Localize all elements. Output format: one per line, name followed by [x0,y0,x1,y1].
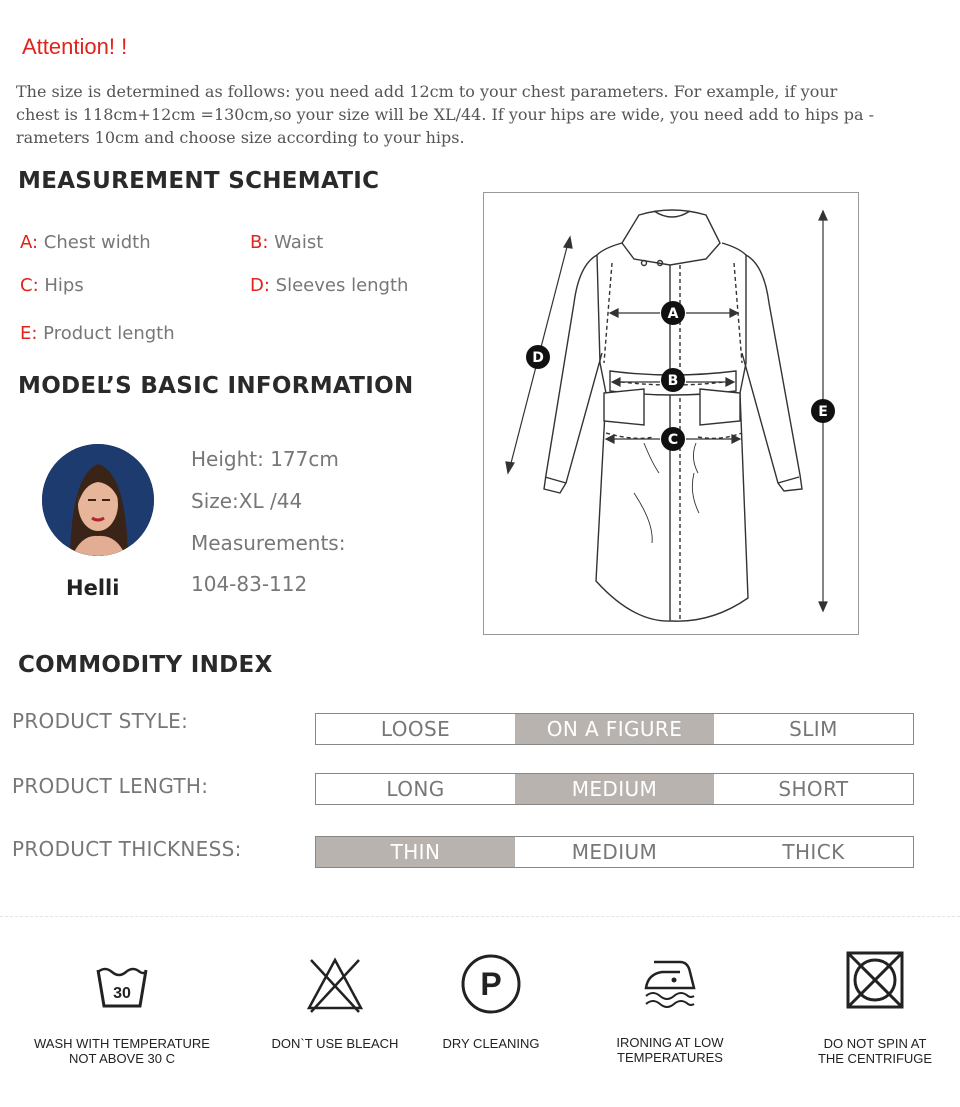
marker-a [661,301,685,325]
marker-e [811,399,835,423]
thickness-option-medium: MEDIUM [571,840,658,864]
product-length-scale [315,773,914,805]
length-option-medium: MEDIUM [515,774,714,804]
style-option-on-figure: ON A FIGURE [515,714,714,744]
length-option-short: SHORT [778,777,849,801]
svg-text:B: B [667,373,679,389]
section-divider [0,916,960,917]
care-spin [800,950,950,1066]
care-wash-line-2: NOT ABOVE 30 C [69,1051,175,1066]
product-thickness-scale [315,836,914,868]
style-option-loose: LOOSE [380,717,451,741]
no-bleach-icon [305,954,365,1016]
model-height: Height: 177cm [191,447,339,471]
care-iron [590,952,750,1065]
size-instructions: The size is determined as follows: you need add 12cm to your chest parameters. For example, if your chest is 118cm+12cm =130cm,so your size will be XL/44. If your hips are wide, you need add to hips pa -rameters 10cm and choose size according to your hips. [16,82,875,147]
care-dryclean-line-1: DRY CLEANING [442,1036,540,1051]
product-thickness-label: PRODUCT THICKNESS: [12,837,242,861]
legend-item-b: B: Waist [250,232,324,253]
style-option-slim: SLIM [789,717,838,741]
legend-item-a: A: Chest width [20,232,151,253]
attention-title: Attention! ! [22,34,128,59]
model-avatar [42,444,154,556]
model-measurements: 104-83-112 [191,572,308,596]
svg-text:E: E [818,404,828,420]
care-iron-line-1: IRONING AT LOW [616,1035,724,1050]
no-tumble-icon [845,950,905,1010]
legend-item-d: D: Sleeves length [250,275,409,296]
marker-b [661,368,685,392]
legend-item-c: C: Hips [20,275,84,296]
care-bleach [255,954,415,1051]
care-dryclean [421,952,561,1051]
model-name: Helli [66,576,120,600]
legend-item-e: E: Product length [20,323,175,344]
care-bleach-line-1: DON`T USE BLEACH [271,1036,399,1051]
thickness-option-thick: THICK [782,840,845,864]
care-iron-line-2: TEMPERATURES [617,1050,723,1065]
care-spin-line-2: THE CENTRIFUGE [817,1051,933,1066]
product-length-label: PRODUCT LENGTH: [12,774,209,798]
thickness-option-thin: THIN [316,837,515,867]
svg-text:P: P [480,966,502,1002]
product-style-scale [315,713,914,745]
product-style-label: PRODUCT STYLE: [12,709,189,733]
svg-text:30: 30 [113,985,131,1002]
length-option-long: LONG [386,777,445,801]
svg-text:C: C [667,432,679,448]
svg-text:A: A [667,306,679,322]
wash-30-icon [92,958,152,1018]
svg-text:D: D [532,350,544,366]
coat-diagram [483,192,859,635]
iron-low-icon [640,952,700,1010]
dry-clean-icon [459,952,523,1016]
schematic-title: MEASUREMENT SCHEMATIC [18,168,380,194]
commodity-index-title: COMMODITY INDEX [18,652,273,678]
care-wash-line-1: WASH WITH TEMPERATURE [34,1036,210,1051]
care-spin-line-1: DO NOT SPIN AT [823,1036,927,1051]
marker-d [526,345,550,369]
care-wash [22,958,222,1066]
model-info-title: MODEL’S BASIC INFORMATION [18,373,414,399]
model-size: Size:XL /44 [191,489,303,513]
model-measurements-label: Measurements: [191,531,346,555]
marker-c [661,427,685,451]
